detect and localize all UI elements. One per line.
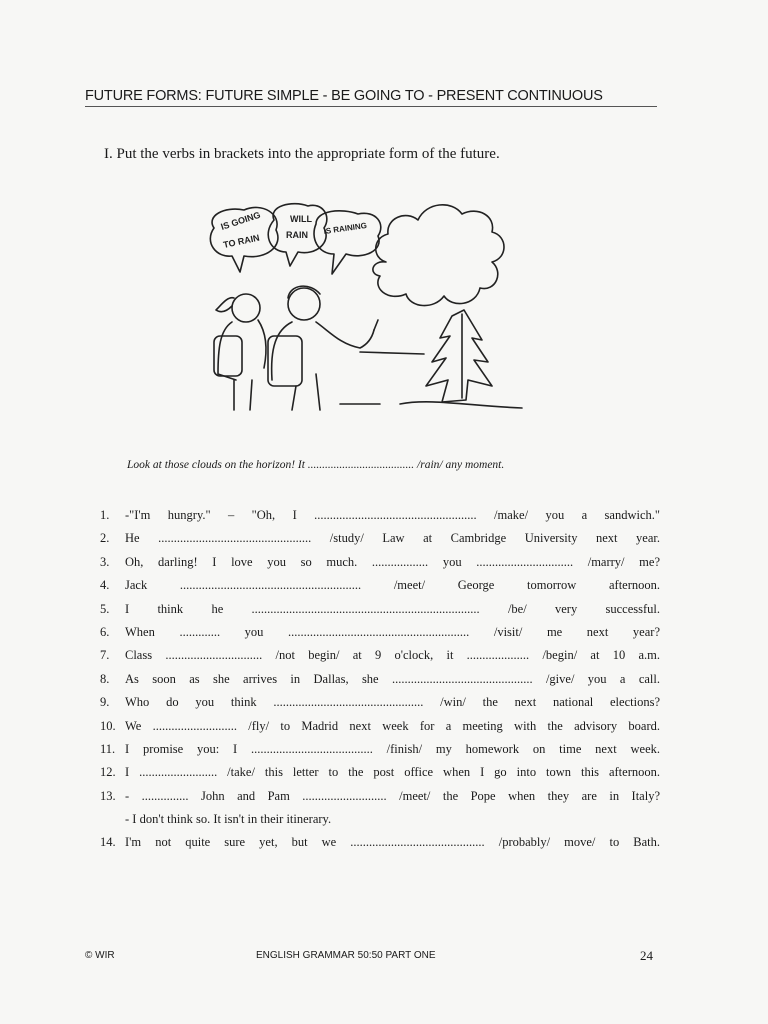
exercise-item: [100, 831, 660, 854]
exercise-number: 9.: [100, 695, 110, 710]
exercise-text: Jack .......................................................... /meet/ George tomorrow afternoon.: [125, 578, 660, 593]
exercise-number: 6.: [100, 624, 110, 639]
tree: [426, 310, 492, 402]
page-title: FUTURE FORMS: FUTURE SIMPLE - BE GOING TO - PRESENT CONTINUOUS: [85, 88, 657, 107]
exercise-item: [100, 644, 660, 667]
copyright-notice: © WIR: [85, 950, 115, 961]
exercise-item: [100, 551, 660, 574]
exercise-number: 1.: [100, 508, 110, 522]
exercise-item: [100, 738, 660, 761]
exercise-instruction: I. Put the verbs in brackets into the appropriate form of the future.: [104, 146, 500, 162]
exercise-text: -"I'm hungry." – "Oh, I .................................................... /make/ you a sandwich.": [125, 508, 660, 522]
exercise-number: 13.: [100, 788, 116, 803]
cartoon-illustration: [200, 198, 525, 416]
ground: [400, 402, 522, 408]
exercise-text: We ........................... /fly/ to Madrid next week for a meeting with the advisory board.: [125, 718, 660, 733]
exercise-item: [100, 715, 660, 738]
exercise-text: I'm not quite sure yet, but we ........................................... /probably/ move/ to Bath.: [125, 835, 660, 850]
exercise-number: 10.: [100, 718, 116, 733]
exercise-item: [100, 598, 660, 621]
exercise-item: [100, 761, 660, 784]
exercise-text: He ................................................. /study/ Law at Cambridge University next year.: [125, 531, 660, 546]
exercise-item-reply: [100, 808, 660, 831]
exercise-text: - I don't think so. It isn't in their itinerary.: [125, 812, 332, 827]
exercise-number: 5.: [100, 601, 110, 616]
bubble-1-line-1: IS GOING: [219, 209, 262, 232]
exercise-number: 11.: [100, 741, 116, 756]
girl-head: [232, 294, 260, 322]
exercise-text: Oh, darling! I love you so much. .................. you ............................... /marry/ me?: [125, 554, 660, 569]
exercise-item: [100, 527, 660, 550]
exercise-number: 2.: [100, 531, 110, 546]
bubble-3-line-1: IS RAINING: [323, 221, 368, 236]
exercise-item: [100, 668, 660, 691]
example-sentence: Look at those clouds on the horizon! It ..................................... /rain/ any moment.: [127, 459, 505, 471]
page-number: 24: [640, 948, 653, 963]
exercise-text: I ......................... /take/ this letter to the post office when I go into town this afternoon.: [125, 765, 660, 780]
bubble-2-line-2: RAIN: [286, 230, 308, 240]
exercise-number: 3.: [100, 554, 110, 569]
exercise-number: 7.: [100, 648, 110, 663]
book-title: ENGLISH GRAMMAR 50:50 PART ONE: [256, 950, 436, 961]
exercise-number: 12.: [100, 765, 116, 780]
exercise-text: Class ............................... /not begin/ at 9 o'clock, it .................... /begin/ at 10 a.m.: [125, 648, 660, 663]
boy-backpack: [268, 336, 302, 386]
exercise-item: [100, 785, 660, 808]
exercise-text: As soon as she arrives in Dallas, she ............................................. /give/ you a call.: [125, 671, 660, 686]
exercise-list: [100, 504, 660, 855]
bubble-2-line-1: WILL: [290, 214, 312, 224]
exercise-number: 4.: [100, 578, 110, 593]
boy-head: [288, 288, 320, 320]
exercise-number: 8.: [100, 671, 110, 686]
exercise-number: 14.: [100, 835, 116, 850]
exercise-item: [100, 691, 660, 714]
bubble-1-line-2: TO RAIN: [222, 232, 261, 250]
exercise-item: [100, 621, 660, 644]
exercise-text: Who do you think ................................................ /win/ the next national elections?: [125, 695, 660, 710]
exercise-text: I promise you: I ....................................... /finish/ my homework on time next week.: [125, 741, 660, 756]
exercise-text: - ............... John and Pam ........................... /meet/ the Pope when they are in Italy?: [125, 788, 660, 803]
exercise-text: I think he ......................................................................... /be/ very successful.: [125, 601, 660, 616]
exercise-text: When ............. you .......................................................... /visit/ me next year?: [125, 624, 660, 639]
exercise-item: [100, 574, 660, 597]
cloud: [373, 205, 504, 306]
exercise-item: [100, 504, 660, 527]
